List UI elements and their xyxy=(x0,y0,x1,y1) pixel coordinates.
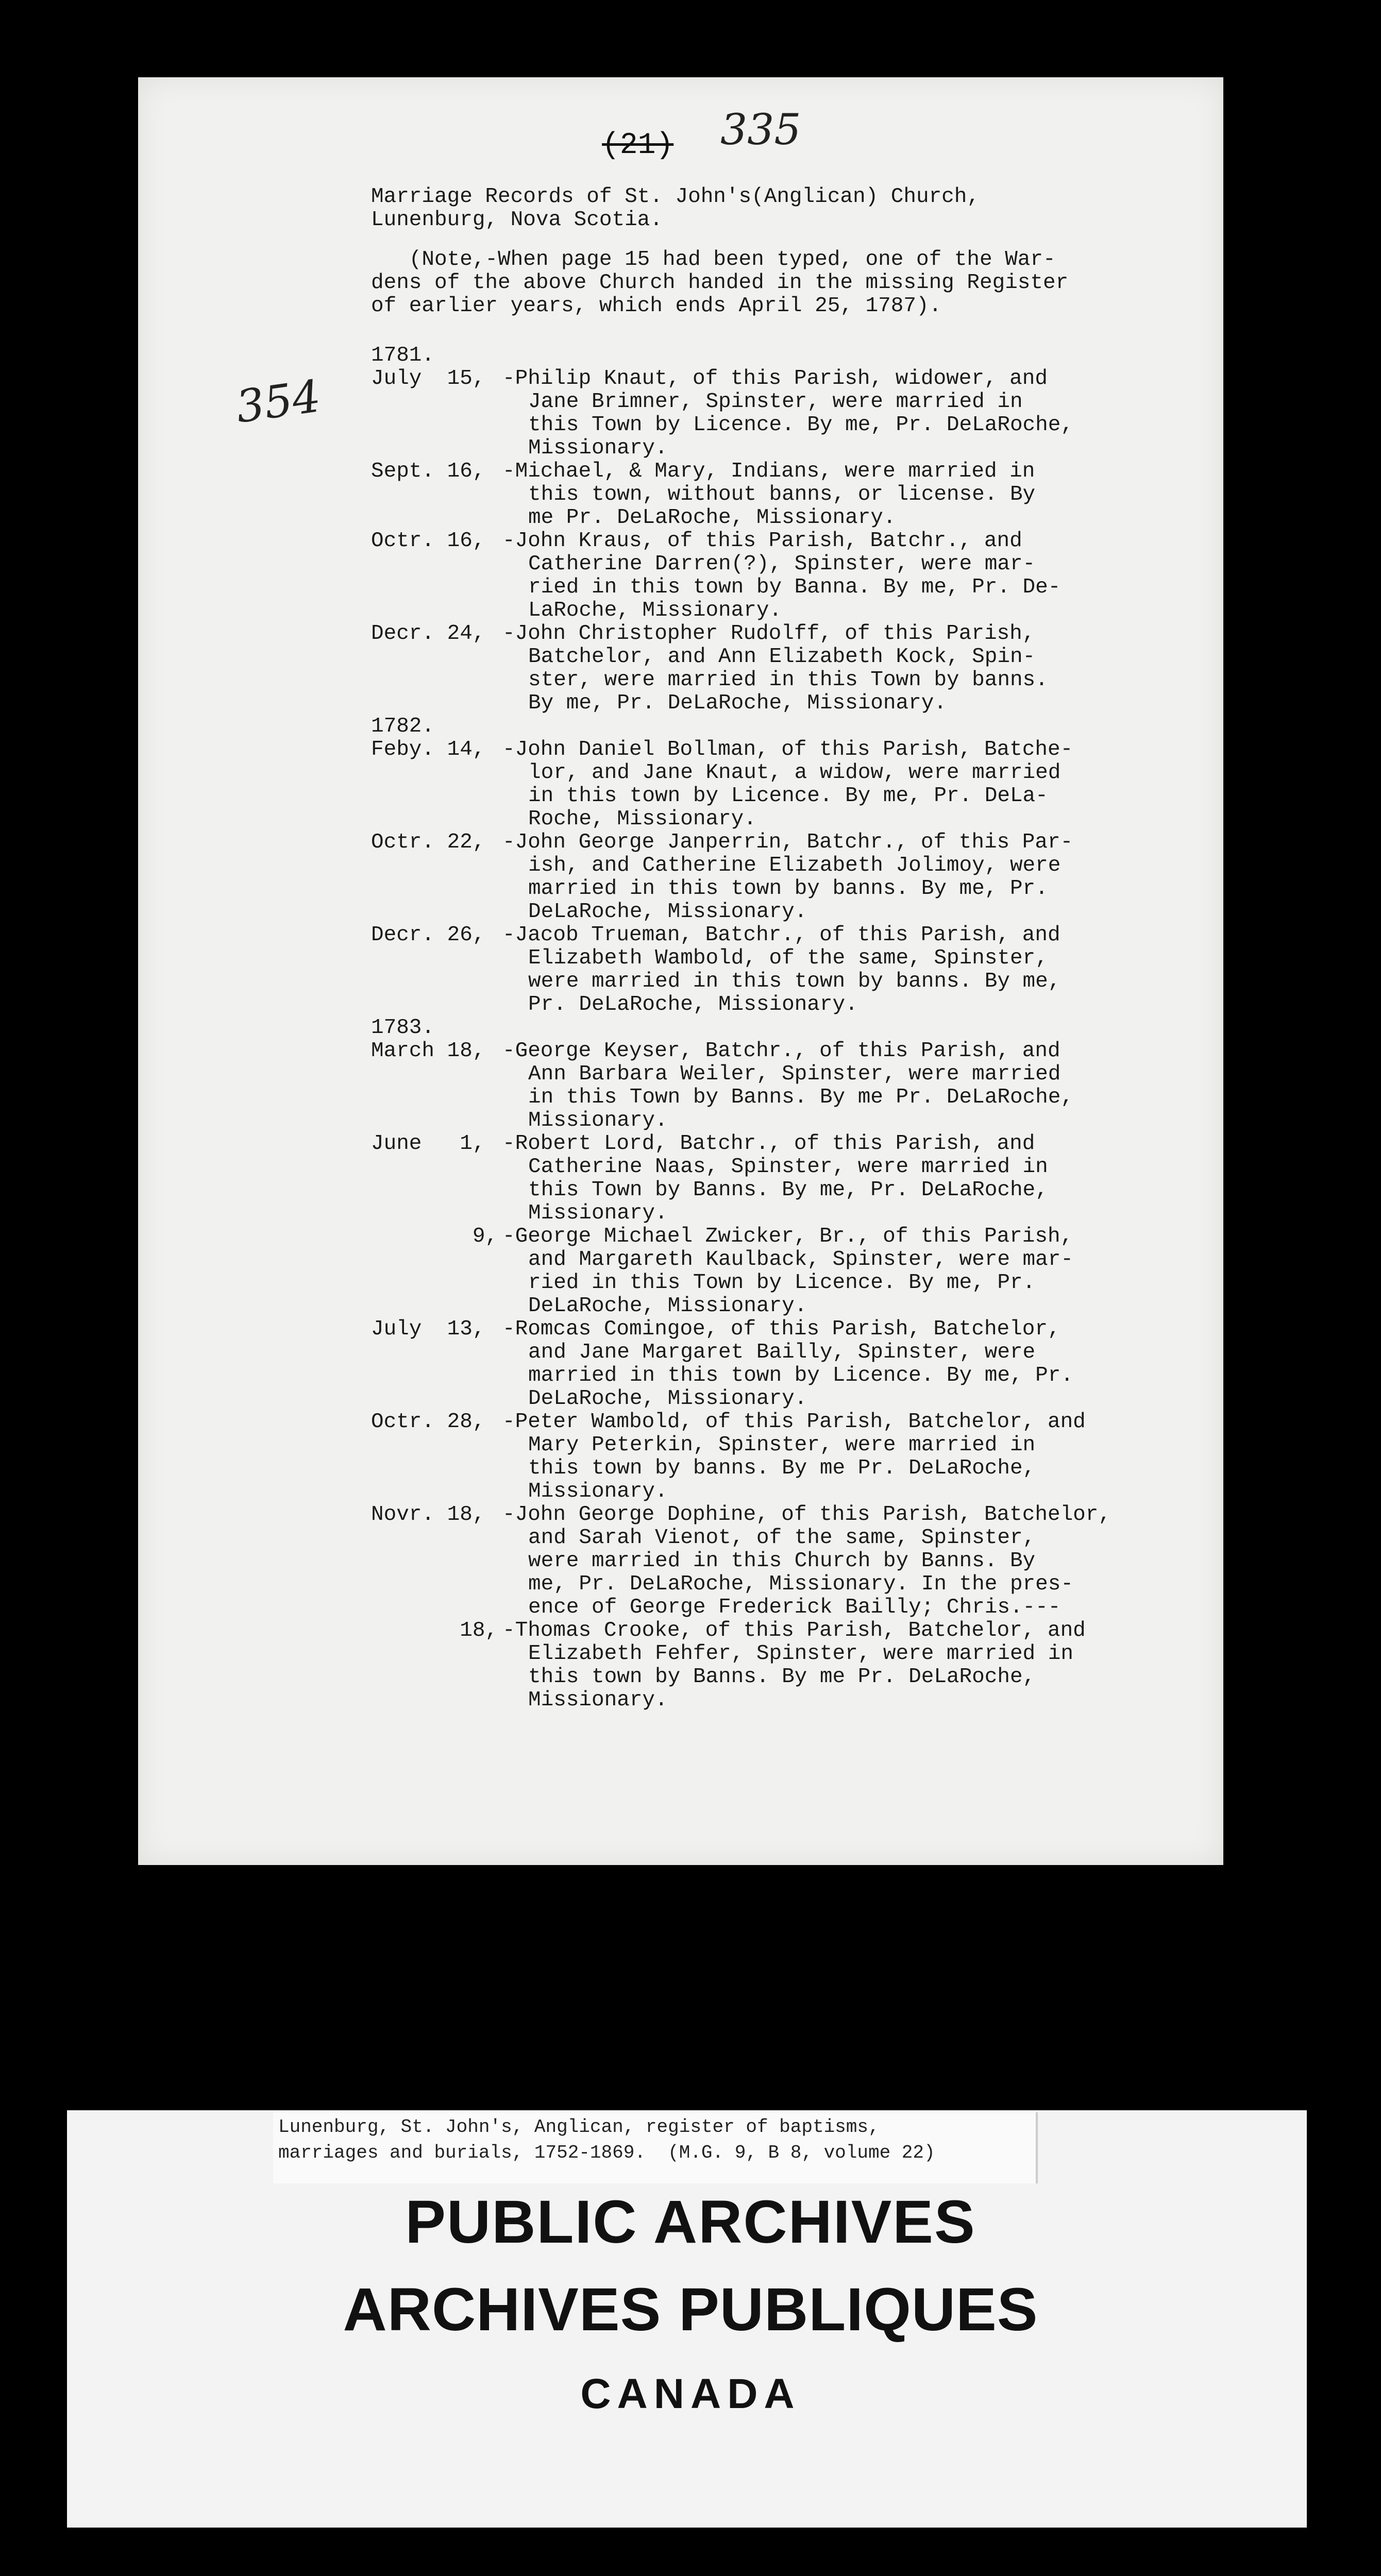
record-line xyxy=(371,414,1111,437)
record-line xyxy=(371,1527,1111,1550)
record-text: Elizabeth Wambold, of the same, Spinster, xyxy=(528,946,1048,970)
record-text: ried in this Town by Licence. By me, Pr. xyxy=(528,1271,1036,1295)
record-line xyxy=(371,1202,1111,1225)
record-text: -Thomas Crooke, of this Parish, Batchelor, and xyxy=(502,1619,1086,1642)
archive-stamp-country: CANADA xyxy=(580,2370,801,2417)
record-line xyxy=(371,692,1111,715)
record-text: Pr. DeLaRoche, Missionary. xyxy=(528,993,858,1016)
record-line xyxy=(371,1573,1111,1596)
record-line xyxy=(371,1132,1111,1156)
record-text: Jane Brimner, Spinster, were married in xyxy=(528,390,1023,414)
record-text: ster, were married in this Town by banns. xyxy=(528,668,1048,692)
record-text: -George Keyser, Batchr., of this Parish, and xyxy=(502,1039,1060,1063)
record-line xyxy=(371,831,1111,854)
record-date: Novr. 18, xyxy=(371,1503,485,1527)
record-date: March 18, xyxy=(371,1039,485,1063)
archive-stamp-english: PUBLIC ARCHIVES xyxy=(405,2188,976,2256)
record-line xyxy=(371,1550,1111,1573)
record-line xyxy=(371,1040,1111,1063)
record-date: Sept. 16, xyxy=(371,460,485,483)
record-line xyxy=(371,1689,1111,1712)
typed-label-line-2: marriages and burials, 1752-1869. (M.G. 9, B 8, volume 22) xyxy=(278,2142,935,2163)
record-line xyxy=(371,391,1111,414)
record-date: June 1, xyxy=(371,1132,485,1156)
record-text: -Robert Lord, Batchr., of this Parish, and xyxy=(502,1132,1035,1156)
record-date: July 13, xyxy=(371,1317,485,1341)
record-text: -John George Janperrin, Batchr., of this Par- xyxy=(502,831,1073,854)
record-line xyxy=(371,947,1111,970)
editor-note xyxy=(371,248,1068,318)
record-line xyxy=(371,1225,1111,1248)
marriage-record xyxy=(371,1318,1111,1411)
record-date: Octr. 28, xyxy=(371,1410,485,1434)
margin-number: 354 xyxy=(232,370,324,433)
note-line: dens of the above Church handed in the missing Register xyxy=(371,271,1069,295)
typed-reference-label xyxy=(273,2112,1038,2183)
record-text: Batchelor, and Ann Elizabeth Kock, Spin- xyxy=(528,645,1036,669)
record-line xyxy=(371,530,1111,553)
record-line xyxy=(371,460,1111,483)
marriage-record xyxy=(371,1503,1111,1619)
record-line xyxy=(371,854,1111,877)
record-date: 18, xyxy=(371,1619,498,1642)
marriage-record xyxy=(371,831,1111,924)
record-line xyxy=(371,1109,1111,1132)
record-year: 1781. xyxy=(371,344,435,367)
marriage-record xyxy=(371,1132,1111,1225)
record-date: Decr. 26, xyxy=(371,923,485,947)
record-text: me Pr. DeLaRoche, Missionary. xyxy=(528,506,896,530)
record-text: me, Pr. DeLaRoche, Missionary. In the pres- xyxy=(528,1572,1073,1596)
record-text: -Peter Wambold, of this Parish, Batchelor, and xyxy=(502,1410,1086,1434)
record-line xyxy=(371,1666,1111,1689)
record-text: ence of George Frederick Bailly; Chris.--- xyxy=(528,1596,1061,1619)
document-page xyxy=(138,77,1223,1865)
record-text: LaRoche, Missionary. xyxy=(528,599,782,622)
record-text: Ann Barbara Weiler, Spinster, were married xyxy=(528,1062,1061,1086)
record-date: 9, xyxy=(371,1225,498,1248)
marriage-record xyxy=(371,924,1111,1016)
record-line xyxy=(371,669,1111,692)
record-line xyxy=(371,599,1111,622)
record-line xyxy=(371,483,1111,506)
marriage-record xyxy=(371,715,1111,831)
title-line-1: Marriage Records of St. John's(Anglican) Church, xyxy=(371,185,980,209)
record-year: 1782. xyxy=(371,715,435,738)
record-line xyxy=(371,1434,1111,1457)
record-text: -John Christopher Rudolff, of this Parish, xyxy=(502,622,1035,646)
title-line-2: Lunenburg, Nova Scotia. xyxy=(371,208,663,232)
record-line xyxy=(371,785,1111,808)
record-line xyxy=(371,924,1111,947)
record-line xyxy=(371,1619,1111,1642)
marriage-record xyxy=(371,622,1111,715)
record-text: married in this town by Licence. By me, Pr. xyxy=(528,1364,1073,1387)
record-line xyxy=(371,1411,1111,1434)
record-line xyxy=(371,437,1111,460)
marriage-record xyxy=(371,344,1111,460)
record-text: and Margareth Kaulback, Spinster, were mar- xyxy=(528,1248,1073,1272)
record-line xyxy=(371,1503,1111,1527)
record-text: DeLaRoche, Missionary. xyxy=(528,1294,807,1318)
record-text: -George Michael Zwicker, Br., of this Parish, xyxy=(502,1225,1073,1248)
marriage-record xyxy=(371,1619,1111,1712)
record-text: Missionary. xyxy=(528,1109,668,1132)
record-line xyxy=(371,1457,1111,1480)
record-line xyxy=(371,877,1111,901)
record-text: DeLaRoche, Missionary. xyxy=(528,1387,807,1411)
record-line xyxy=(371,646,1111,669)
record-text: married in this town by banns. By me, Pr. xyxy=(528,877,1048,901)
marriage-records-list xyxy=(371,344,1111,1712)
record-line xyxy=(371,993,1111,1016)
record-line xyxy=(371,1480,1111,1503)
record-text: Missionary. xyxy=(528,1480,668,1503)
document-title xyxy=(371,185,980,232)
struck-page-number: (21) xyxy=(602,129,674,162)
record-line xyxy=(371,1086,1111,1109)
record-text: ish, and Catherine Elizabeth Jolimoy, were xyxy=(528,854,1061,877)
record-line xyxy=(371,1341,1111,1364)
record-line xyxy=(371,1179,1111,1202)
record-text: this town by Banns. By me Pr. DeLaRoche, xyxy=(528,1665,1036,1689)
marriage-record xyxy=(371,460,1111,530)
record-line xyxy=(371,1318,1111,1341)
marriage-record xyxy=(371,530,1111,622)
record-text: were married in this Church by Banns. By xyxy=(528,1549,1036,1573)
record-line xyxy=(371,1272,1111,1295)
record-date: Octr. 22, xyxy=(371,831,485,854)
marriage-record xyxy=(371,1411,1111,1503)
record-text: lor, and Jane Knaut, a widow, were married xyxy=(528,761,1061,785)
record-text: this town by banns. By me Pr. DeLaRoche, xyxy=(528,1456,1036,1480)
record-text: Missionary. xyxy=(528,1201,668,1225)
record-text: this town, without banns, or license. By xyxy=(528,483,1036,506)
record-text: this Town by Licence. By me, Pr. DeLaRoche, xyxy=(528,413,1073,437)
record-text: Catherine Naas, Spinster, were married in xyxy=(528,1155,1048,1179)
record-text: Mary Peterkin, Spinster, were married in xyxy=(528,1433,1036,1457)
record-line xyxy=(371,1642,1111,1666)
record-line xyxy=(371,1596,1111,1619)
record-line xyxy=(371,553,1111,576)
record-text: and Sarah Vienot, of the same, Spinster, xyxy=(528,1526,1036,1550)
record-date: Octr. 16, xyxy=(371,529,485,553)
record-line xyxy=(371,1295,1111,1318)
record-text: and Jane Margaret Bailly, Spinster, were xyxy=(528,1341,1036,1364)
record-line xyxy=(371,1248,1111,1272)
record-line xyxy=(371,576,1111,599)
record-text: -Romcas Comingoe, of this Parish, Batchelor, xyxy=(502,1317,1060,1341)
record-line xyxy=(371,1156,1111,1179)
record-text: By me, Pr. DeLaRoche, Missionary. xyxy=(528,691,947,715)
record-line xyxy=(371,1063,1111,1086)
note-line: (Note,-When page 15 had been typed, one of the War- xyxy=(371,248,1056,272)
record-text: -Jacob Trueman, Batchr., of this Parish, and xyxy=(502,923,1060,947)
record-line xyxy=(371,901,1111,924)
record-date: Decr. 24, xyxy=(371,622,485,646)
record-text: Elizabeth Fehfer, Spinster, were married in xyxy=(528,1642,1073,1666)
record-text: Catherine Darren(?), Spinster, were mar- xyxy=(528,552,1036,576)
record-date: July 15, xyxy=(371,367,485,391)
handwritten-page-number: 335 xyxy=(720,106,801,155)
record-text: -Michael, & Mary, Indians, were married in xyxy=(502,460,1035,483)
record-line xyxy=(371,1364,1111,1387)
record-text: in this Town by Banns. By me Pr. DeLaRoche, xyxy=(528,1086,1073,1109)
marriage-record xyxy=(371,1225,1111,1318)
record-line xyxy=(371,622,1111,646)
record-line xyxy=(371,738,1111,761)
note-line: of earlier years, which ends April 25, 1787). xyxy=(371,294,942,318)
record-line xyxy=(371,808,1111,831)
record-line xyxy=(371,506,1111,530)
record-text: -John Kraus, of this Parish, Batchr., and xyxy=(502,529,1022,553)
record-text: Missionary. xyxy=(528,436,668,460)
typed-label-line-1: Lunenburg, St. John's, Anglican, register of baptisms, xyxy=(278,2116,880,2138)
archive-stamp-french: ARCHIVES PUBLIQUES xyxy=(343,2276,1038,2344)
record-text: were married in this town by banns. By me, xyxy=(528,970,1061,993)
record-date: Feby. 14, xyxy=(371,738,485,761)
record-text: this Town by Banns. By me, Pr. DeLaRoche, xyxy=(528,1178,1048,1202)
record-text: in this town by Licence. By me, Pr. DeLa- xyxy=(528,784,1048,808)
record-text: Roche, Missionary. xyxy=(528,807,756,831)
record-line xyxy=(371,1387,1111,1411)
record-text: -Philip Knaut, of this Parish, widower, and xyxy=(502,367,1048,391)
record-year: 1783. xyxy=(371,1016,435,1040)
record-text: Missionary. xyxy=(528,1688,668,1712)
record-line xyxy=(371,761,1111,785)
record-text: ried in this town by Banna. By me, Pr. De- xyxy=(528,575,1061,599)
record-line xyxy=(371,970,1111,993)
record-text: -John Daniel Bollman, of this Parish, Batche- xyxy=(502,738,1073,761)
record-text: -John George Dophine, of this Parish, Batchelor, xyxy=(502,1503,1111,1527)
record-line xyxy=(371,367,1111,391)
marriage-record xyxy=(371,1016,1111,1132)
record-text: DeLaRoche, Missionary. xyxy=(528,900,807,924)
